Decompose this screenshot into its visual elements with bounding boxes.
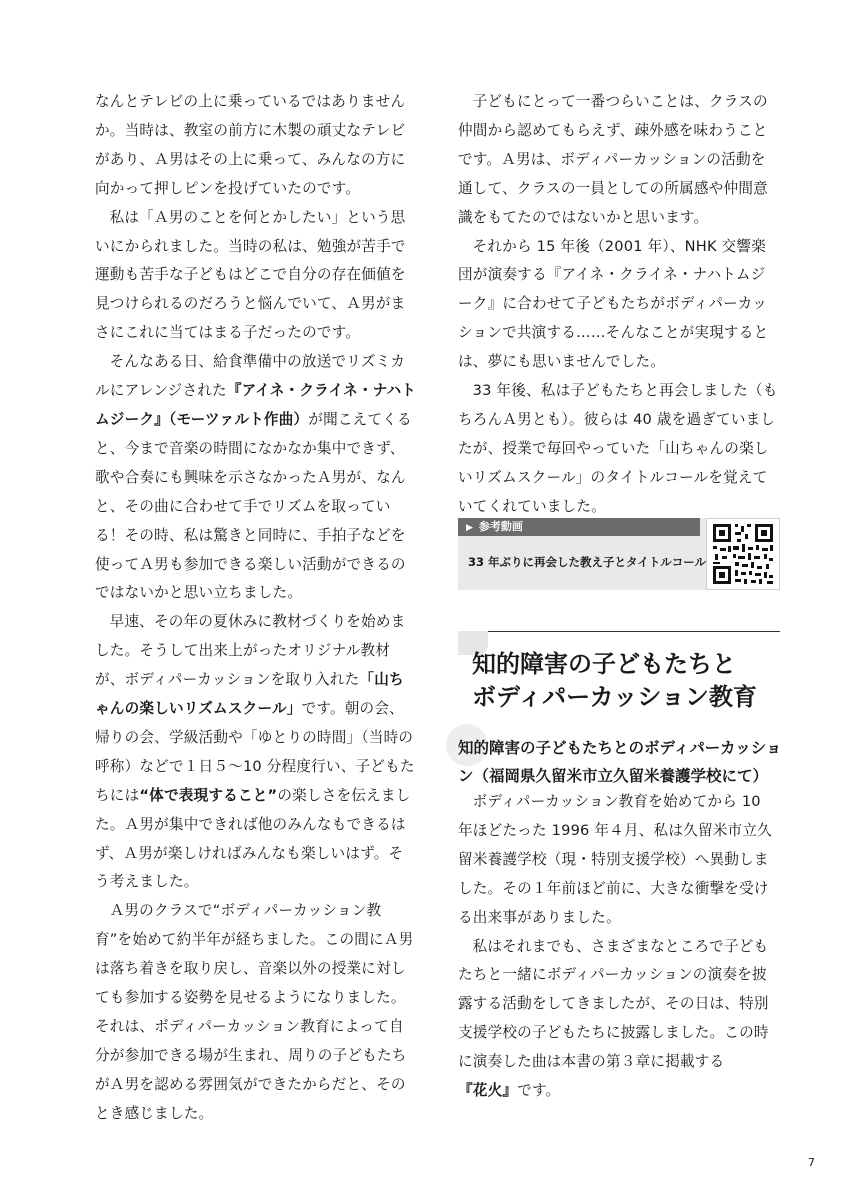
paragraph: なんとテレビの上に乗っているではありませんか。当時は、教室の前方に木製の頑丈なテレビがあり、Ａ男はその上に乗って、みんなの方に向かって押しピンを投げていたのです。: [95, 93, 406, 197]
text-run: 早速、その年の夏休みに教材づくりを始めました。そうして出来上がったオリジナル教材が、ボディパーカッションを取り入れた: [95, 613, 406, 689]
right-column-lower: [458, 788, 780, 1106]
bold-text: 「山ちゃんの楽しいリズムスクール」: [95, 671, 404, 718]
bold-text: “体で表現すること”: [139, 786, 278, 804]
paragraph: ボディパーカッション教育を始めてから 10 年ほどたった 1996 年４月、私は久留米市立久留米養護学校（現・特別支援学校）へ異動しました。その１年前ほど前に、大きな衝撃を受ける出来事がありました。: [458, 793, 772, 926]
paragraph: 33 年後、私は子どもたちと再会しました（もちろんＡ男とも）。彼らは 40 歳を過ぎていましたが、授業で毎回やっていた「山ちゃんの楽しいリズムスクール」のタイトルコールを覚えていてくれていました。: [458, 382, 778, 515]
bold-text: 『アイネ・クライネ・ナハトムジーク』（モーツァルト作曲）: [95, 382, 416, 428]
qr-code[interactable]: [706, 518, 780, 590]
text-run: が聞こえてくると、今まで音楽の時間になかなか集中できず、歌や合奏にも興味を示さなかったＡ男が、なんと、その曲に合わせて手でリズムを取っている！その時、私は驚きと同時に、手拍子などを使ってＡ男も参加できる楽しい活動ができるのではないかと思い立ちました。: [95, 410, 412, 602]
paragraph: [458, 933, 780, 1106]
right-column: [458, 88, 780, 522]
text-run: の楽しさを伝えました。Ａ男が集中できれば他のみんなもできるはず、Ａ男が楽しければみんなも楽しいはず。そう考えました。: [95, 786, 411, 891]
subsection-title: 知的障害の子どもたちとのボディパーカッション（福岡県久留米市立久留米養護学校にて）: [458, 739, 782, 785]
text-run: です。朝の会、帰りの会、学級活動や「ゆとりの時間」（当時の呼称）などで１日５～10 分程度行い、子どもたちには: [95, 700, 415, 804]
text-run: 私はそれまでも、さまざまなところで子どもたちと一緒にボディパーカッションの演奏を披露する活動をしてきましたが、その日は、特別支援学校の子どもたちに披露しました。この時に演奏した曲は本書の第３章に掲載する: [458, 937, 769, 1071]
reference-video-header: [458, 518, 700, 536]
reference-video-label: 参考動画: [478, 520, 523, 533]
left-column: [95, 88, 417, 1129]
page-number: 7: [808, 1156, 815, 1169]
text-run: です。: [517, 1082, 561, 1100]
reference-video-caption: 33 年ぶりに再会した教え子とタイトルコール: [468, 555, 707, 569]
section-title: [472, 648, 782, 714]
reference-video-box: [458, 518, 780, 590]
section-title-line-2: ボディパーカッション教育: [472, 683, 757, 711]
paragraph: [95, 348, 417, 608]
paragraph: 私は「Ａ男のことを何とかしたい」という思いにかられました。当時の私は、勉強が苦手で運動も苦手な子どもはどこで自分の存在価値を見つけられるのだろうと悩んでいて、Ａ男がまさにこれに当てはまる子だったのです。: [95, 208, 406, 342]
section-divider: [458, 631, 780, 632]
paragraph: 子どもにとって一番つらいことは、クラスの仲間から認めてもらえず、疎外感を味わうことです。Ａ男は、ボディパーカッションの活動を通して、クラスの一員としての所属感や仲間意識をもてたのではないかと思います。: [458, 93, 768, 226]
section-title-line-1: 知的障害の子どもたちと: [472, 650, 736, 678]
paragraph: Ａ男のクラスで“ボディパーカッション教育”を始めて約半年が経ちました。この間にＡ男は落ち着きを取り戻し、音楽以外の授業に対しても参加する姿勢を見せるようになりました。それは、ボディパーカッション教育によって自分が参加できる場が生まれ、周りの子どもたちがＡ男を認める雰囲気ができたからだと、そのとき感じました。: [95, 902, 414, 1122]
paragraph: [95, 608, 417, 897]
paragraph: それから 15 年後（2001 年）、NHK 交響楽団が演奏する『アイネ・クライネ・ナハトムジーク』に合わせて子どもたちがボディパーカッションで共演する……そんなことが実現するとは、夢にも思いませんでした。: [458, 237, 769, 371]
text-run: そんなある日、給食準備中の放送でリズミカルにアレンジされた: [95, 353, 406, 400]
play-triangle-icon: ▶: [466, 523, 473, 533]
qr-code-icon: [711, 522, 775, 586]
bold-text: 『花火』: [458, 1082, 518, 1100]
